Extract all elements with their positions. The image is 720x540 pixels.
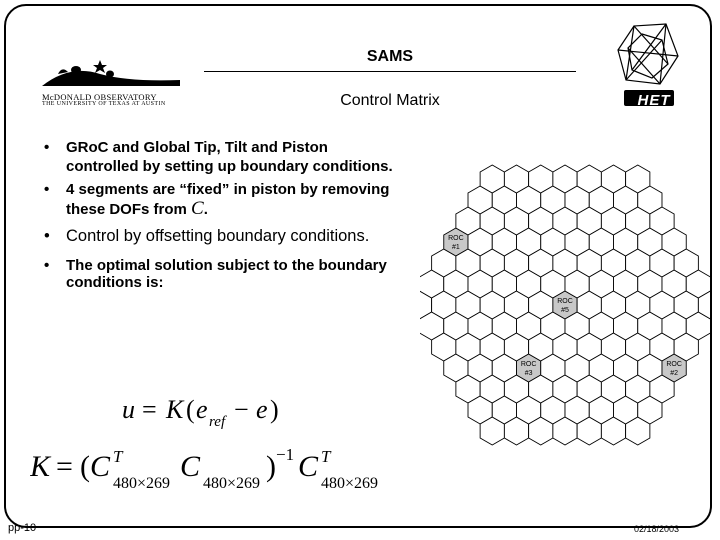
roc-number: #5 [561,307,569,314]
slide-subtitle: Control Matrix [340,92,440,109]
title-divider [204,71,576,72]
roc-number: #1 [451,244,460,251]
svg-text:e: e [256,395,268,424]
svg-text:): ) [266,450,276,483]
svg-text:480×269: 480×269 [113,475,171,492]
mcdonald-subtitle: THE UNIVERSITY OF TEXAS AT AUSTIN [42,101,166,107]
svg-text:C: C [298,450,319,483]
mcdonald-name: McDONALD OBSERVATORY [42,92,157,102]
bullet-fixed-end: . [203,201,208,218]
svg-text:u: u [122,395,135,424]
equation-control-matrix [30,440,410,496]
bullet-optimal-solution: • The optimal solution subject to the boundary conditions is: [44,257,404,291]
bullet-fixed-text: 4 segments are “fixed” in piston by removing these DOFs from [66,181,390,218]
roc-label: ROC [520,361,537,368]
slide-title: SAMS [366,48,414,65]
svg-text:C: C [180,450,201,483]
bullet-list [44,138,404,291]
roc-number: #2 [670,370,679,377]
svg-text:(: ( [186,395,195,424]
svg-text:−: − [234,395,249,424]
svg-text:K: K [30,450,51,483]
roc-label: ROC [666,361,682,368]
svg-text:): ) [270,395,279,424]
svg-text:=: = [142,395,157,424]
hex-segment-array [420,140,710,470]
het-logo-text: HET [637,92,671,109]
roc-label: ROC [557,298,573,305]
svg-text:e: e [196,395,208,424]
svg-text:T: T [321,447,331,466]
bullet-groc: • GRoC and Global Tip, Tilt and Piston controlled by setting up boundary conditions. [44,138,404,176]
page-number: pp-10 [8,522,37,534]
footer-date: 02/18/2003 [634,524,680,534]
bullet-control-offset: • Control by offsetting boundary conditions. [44,225,404,247]
svg-text:C: C [90,450,111,483]
svg-text:480×269: 480×269 [203,475,261,492]
svg-text:(: ( [80,450,90,483]
svg-text:=: = [56,450,73,483]
svg-text:480×269: 480×269 [321,475,379,492]
svg-text:−1: −1 [276,445,295,464]
svg-text:ref: ref [209,414,226,430]
roc-number: #3 [524,370,533,377]
bullet-fixed-segments [44,180,404,219]
roc-label: ROC [448,235,464,242]
svg-text:T: T [113,447,123,466]
matrix-c-symbol: C [191,198,204,219]
equation-control-law [122,390,322,434]
svg-text:K: K [166,395,184,424]
